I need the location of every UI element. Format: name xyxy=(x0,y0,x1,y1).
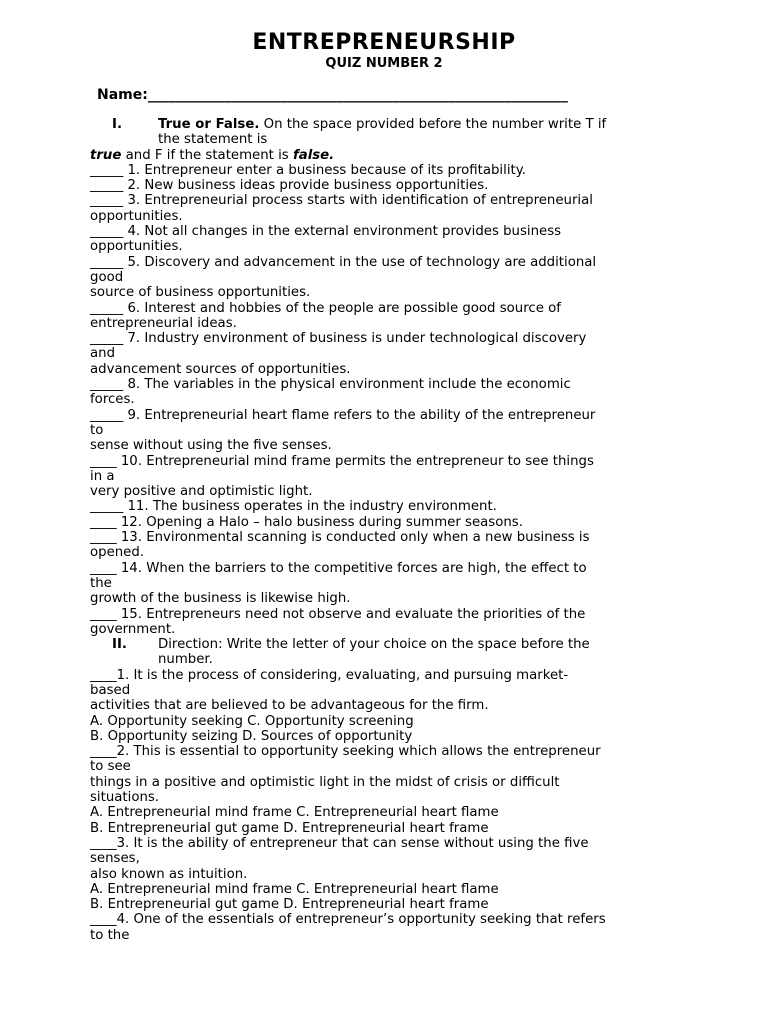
quiz-line: things in a positive and optimistic light in the midst of crisis or difficult xyxy=(90,774,560,790)
quiz-line: ____ 12. Opening a Halo – halo business during summer seasons. xyxy=(90,514,523,530)
quiz-line: advancement sources of opportunities. xyxy=(90,361,351,377)
quiz-line: _____ 2. New business ideas provide business opportunities. xyxy=(90,178,489,194)
part2-heading xyxy=(90,637,690,668)
part1-instruction-3: true and F if the statement is false. xyxy=(90,147,335,163)
quiz-line: based xyxy=(90,682,131,698)
quiz-line: growth of the business is likewise high. xyxy=(90,591,351,607)
name-blank: ____________________________________________________________ xyxy=(147,87,568,103)
part2-instruction-2: number. xyxy=(158,652,213,668)
quiz-line: opportunities. xyxy=(90,239,183,255)
quiz-line: B. Entrepreneurial gut game D. Entrepreneurial heart frame xyxy=(90,820,489,836)
quiz-line: situations. xyxy=(90,790,160,806)
part2-instruction-1: Direction: Write the letter of your choice on the space before the xyxy=(158,637,590,653)
name-field-line xyxy=(97,87,568,103)
true-false-items xyxy=(90,163,690,637)
quiz-line: B. Entrepreneurial gut game D. Entrepreneurial heart frame xyxy=(90,897,489,913)
quiz-line: to xyxy=(90,422,104,438)
quiz-line: _____ 8. The variables in the physical environment include the economic xyxy=(90,377,571,393)
word-false: false. xyxy=(292,147,335,163)
quiz-line: to the xyxy=(90,927,130,943)
quiz-line: _____ 7. Industry environment of business is under technological discovery xyxy=(90,331,587,347)
quiz-line: _____ 1. Entrepreneur enter a business because of its profitability. xyxy=(90,162,526,178)
quiz-line: source of business opportunities. xyxy=(90,285,311,301)
quiz-line: _____ 11. The business operates in the industry environment. xyxy=(90,499,497,515)
quiz-line: also known as intuition. xyxy=(90,866,248,882)
quiz-line: opportunities. xyxy=(90,208,183,224)
quiz-line: forces. xyxy=(90,392,135,408)
quiz-line: activities that are believed to be advantageous for the firm. xyxy=(90,698,489,714)
quiz-line: to see xyxy=(90,759,131,775)
quiz-line: ____3. It is the ability of entrepreneur that can sense without using the five xyxy=(90,835,589,851)
part1-title: True or False. xyxy=(158,117,260,132)
quiz-line: _____ 6. Interest and hobbies of the people are possible good source of xyxy=(90,300,561,316)
part1-heading xyxy=(90,117,690,148)
multiple-choice-items xyxy=(90,668,690,943)
quiz-line: opened. xyxy=(90,545,145,561)
quiz-line: ____ 14. When the barriers to the competitive forces are high, the effect to xyxy=(90,560,587,576)
quiz-line: ____4. One of the essentials of entrepreneur’s opportunity seeking that refers xyxy=(90,912,606,928)
quiz-line: ____1. It is the process of considering, evaluating, and pursuing market- xyxy=(90,667,569,683)
quiz-line: the xyxy=(90,575,112,591)
quiz-line: good xyxy=(90,269,124,285)
quiz-line: in a xyxy=(90,468,115,484)
quiz-line: _____ 4. Not all changes in the external environment provides business xyxy=(90,224,562,240)
quiz-line: senses, xyxy=(90,851,140,867)
quiz-line: sense without using the five senses. xyxy=(90,438,332,454)
quiz-line: A. Opportunity seeking C. Opportunity screening xyxy=(90,713,414,729)
quiz-line: _____ 3. Entrepreneurial process starts with identification of entrepreneurial xyxy=(90,193,593,209)
document-subtitle: QUIZ NUMBER 2 xyxy=(325,56,443,71)
quiz-line: entrepreneurial ideas. xyxy=(90,315,237,331)
name-label: Name: xyxy=(97,87,148,103)
part2-number: II. xyxy=(112,637,127,653)
quiz-line: ____ 13. Environmental scanning is conducted only when a new business is xyxy=(90,530,590,546)
quiz-line: ____2. This is essential to opportunity seeking which allows the entrepreneur xyxy=(90,744,601,760)
document-title: ENTREPRENEURSHIP xyxy=(252,30,516,55)
quiz-content xyxy=(90,117,690,943)
part1-instruction-1: On the space provided before the number write T if xyxy=(259,117,607,132)
quiz-line: government. xyxy=(90,621,176,637)
quiz-line: ____ 10. Entrepreneurial mind frame permits the entrepreneur to see things xyxy=(90,453,594,469)
quiz-line: A. Entrepreneurial mind frame C. Entrepreneurial heart flame xyxy=(90,805,499,821)
quiz-line: ____ 15. Entrepreneurs need not observe and evaluate the priorities of the xyxy=(90,606,586,622)
quiz-line: very positive and optimistic light. xyxy=(90,484,313,500)
quiz-line: _____ 9. Entrepreneurial heart flame refers to the ability of the entrepreneur xyxy=(90,407,596,423)
word-true: true xyxy=(90,147,122,163)
quiz-line: and xyxy=(90,346,116,362)
quiz-line: _____ 5. Discovery and advancement in the use of technology are additional xyxy=(90,254,597,270)
quiz-line: B. Opportunity seizing D. Sources of opportunity xyxy=(90,728,413,744)
part1-number: I. xyxy=(112,117,122,132)
quiz-line: A. Entrepreneurial mind frame C. Entrepreneurial heart flame xyxy=(90,881,499,897)
part1-instruction-2: the statement is xyxy=(158,132,268,148)
